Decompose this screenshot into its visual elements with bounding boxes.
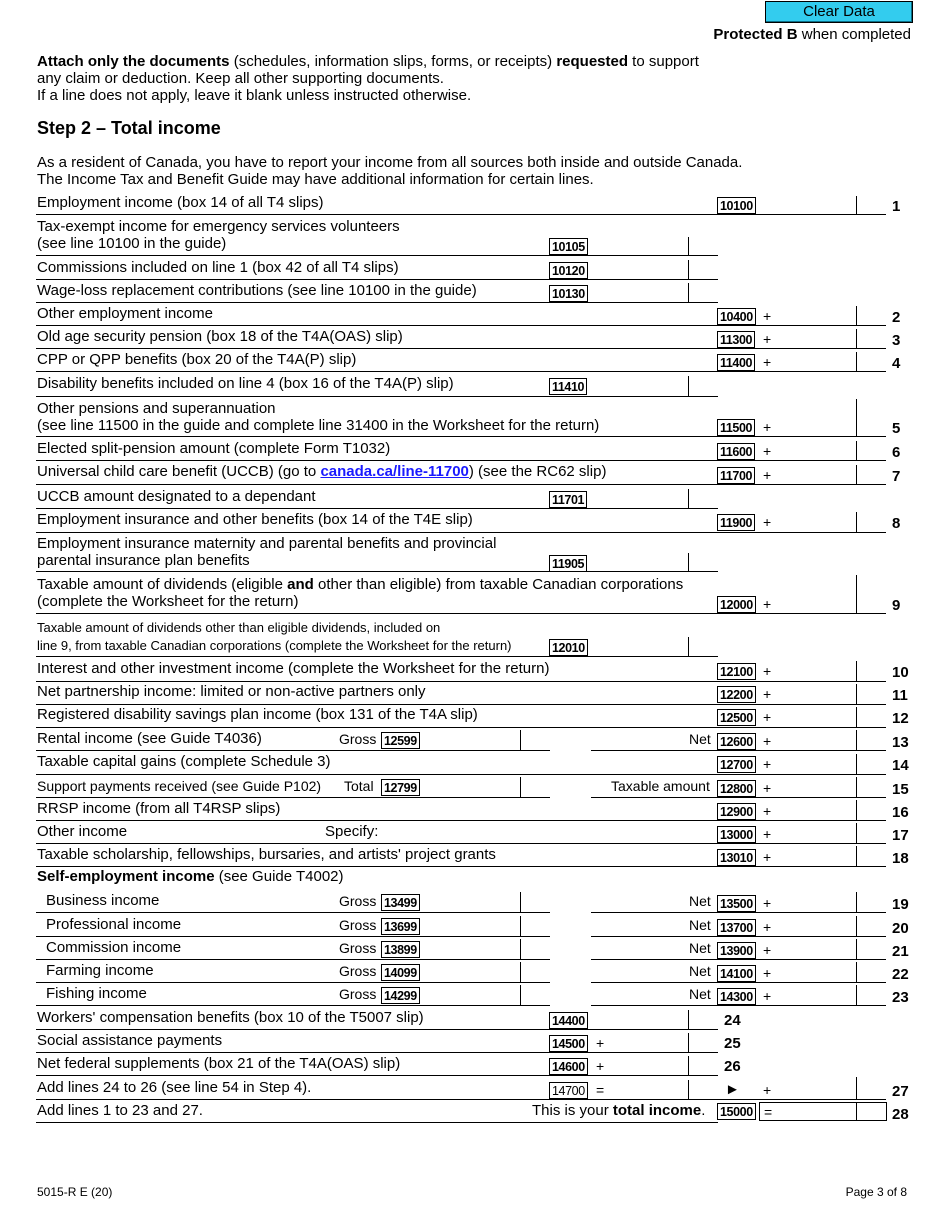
form-id: 5015-R E (20) <box>37 1185 113 1199</box>
line-label: Employment income (box 14 of all T4 slips) <box>37 194 324 211</box>
line-11905-row <box>36 534 886 572</box>
line-number: 1 <box>892 198 901 215</box>
operator: = <box>764 1104 773 1120</box>
operator: + <box>763 780 772 796</box>
operator: + <box>763 849 772 865</box>
line-13700-row <box>36 914 909 937</box>
amount-field-11400[interactable] <box>776 352 854 370</box>
line-code: 12010 <box>549 639 588 656</box>
line-number: 28 <box>892 1106 909 1123</box>
gross-label: Gross <box>339 963 377 979</box>
line-label: Taxable capital gains (complete Schedule 3) <box>37 753 331 770</box>
amount-field-13010[interactable] <box>776 846 854 864</box>
line-number: 27 <box>892 1083 909 1100</box>
resident-line-1: As a resident of Canada, you have to report your income from all sources both inside and outside Canada. <box>37 154 743 171</box>
line-code: 15000 <box>717 1103 756 1120</box>
operator: + <box>763 733 772 749</box>
line-10120-row <box>36 258 886 280</box>
total-income-bold: total income <box>612 1102 702 1119</box>
line-label: Fishing income <box>46 985 147 1002</box>
amount-field-12000[interactable] <box>776 594 854 612</box>
line-number: 23 <box>892 989 909 1006</box>
line-code: 14400 <box>549 1012 588 1029</box>
amount-field-11410[interactable] <box>594 376 684 394</box>
intro-line-2: any claim or deduction. Keep all other supporting documents. <box>37 70 444 87</box>
amount-field-14300[interactable] <box>776 985 854 1003</box>
line-10130-row <box>36 281 886 303</box>
amount-field-13000[interactable] <box>776 823 854 841</box>
line-number: 8 <box>892 515 901 532</box>
line-number: 25 <box>724 1035 741 1052</box>
amount-field-12100[interactable] <box>776 661 854 679</box>
line-label: Old age security pension (box 18 of the T4A(OAS) slip) <box>37 328 403 345</box>
amount-field-14700[interactable] <box>609 1080 685 1098</box>
line-label: Wage-loss replacement contributions (see line 10100 in the guide) <box>37 282 477 299</box>
line-10105-row <box>36 218 886 256</box>
amount-field-12600[interactable] <box>776 730 854 748</box>
amount-field-10100[interactable] <box>763 196 853 214</box>
total-field-12799[interactable] <box>426 778 518 796</box>
line-label: Add lines 1 to 23 and 27. <box>37 1102 203 1119</box>
label-post: ) (see the RC62 slip) <box>468 463 607 480</box>
line-label-1: Taxable amount of dividends other than eligible dividends, included on <box>37 620 441 635</box>
line-12100-row <box>36 659 909 682</box>
specify-label: Specify: <box>325 823 379 840</box>
gross-code: 13699 <box>381 918 420 935</box>
label-post: other than eligible) from taxable Canadian corporations <box>313 576 684 593</box>
gross-label: Gross <box>339 731 377 747</box>
operator: + <box>763 709 772 725</box>
gross-label: Gross <box>339 940 377 956</box>
amount-field-13500[interactable] <box>776 892 854 910</box>
gross-code: 13499 <box>381 894 420 911</box>
operator: + <box>763 331 772 347</box>
total-label: Total <box>344 778 374 794</box>
this-is-text: This is your <box>532 1102 613 1119</box>
line-10100-row <box>36 194 901 216</box>
line-number: 12 <box>892 710 909 727</box>
protected-notice <box>713 26 911 43</box>
line-label-2: (complete the Worksheet for the return) <box>37 593 299 610</box>
line-label: Taxable scholarship, fellowships, bursaries, and artists' project grants <box>37 846 496 863</box>
line-code: 14700 <box>549 1082 588 1099</box>
line-number: 6 <box>892 444 901 461</box>
line-number: 10 <box>892 664 909 681</box>
line-number: 17 <box>892 827 909 844</box>
line-code: 10400 <box>717 308 756 325</box>
gross-label: Gross <box>339 893 377 909</box>
protected-rest: when completed <box>797 26 911 43</box>
amount-field-10120[interactable] <box>594 260 684 278</box>
operator: + <box>763 443 772 459</box>
operator: + <box>763 514 772 530</box>
amount-field-line-27[interactable] <box>776 1079 854 1097</box>
line-code: 12900 <box>717 803 756 820</box>
line-13000-row <box>36 821 909 844</box>
operator: + <box>763 354 772 370</box>
line-11400-row <box>36 350 901 372</box>
line-12000-row <box>36 575 901 614</box>
amount-field-14100[interactable] <box>776 962 854 980</box>
gross-code: 12599 <box>381 732 420 749</box>
line-label-2: parental insurance plan benefits <box>37 552 250 569</box>
line-code: 11300 <box>717 331 755 348</box>
amount-field-11300[interactable] <box>776 329 854 347</box>
amount-field-11600[interactable] <box>776 441 854 459</box>
gross-field-13499[interactable] <box>426 893 518 911</box>
line-code: 11701 <box>549 491 587 508</box>
line-code: 11900 <box>717 514 755 531</box>
intro-bold-2: requested <box>556 53 629 70</box>
net-label: Net <box>689 963 711 979</box>
line-code: 13700 <box>717 919 756 936</box>
line-label: CPP or QPP benefits (box 20 of the T4A(P) slip) <box>37 351 357 368</box>
line-14300-row <box>36 983 909 1006</box>
line-code: 12000 <box>717 596 756 613</box>
amount-field-11700[interactable] <box>776 465 854 483</box>
line-code: 13000 <box>717 826 756 843</box>
gross-field-12599[interactable] <box>426 731 518 749</box>
operator: + <box>763 942 772 958</box>
operator: + <box>763 895 772 911</box>
line-13500-row <box>36 890 909 913</box>
line-code: 14600 <box>549 1058 588 1075</box>
line-label: Other income <box>37 823 128 840</box>
line-label: Net federal supplements (box 21 of the T4A(OAS) slip) <box>37 1055 401 1072</box>
line-code: 11905 <box>549 555 587 572</box>
line-label: Workers' compensation benefits (box 10 of the T5007 slip) <box>37 1009 424 1026</box>
total-income-field[interactable] <box>759 1102 887 1121</box>
amount-field-12900[interactable] <box>776 800 854 818</box>
line-code: 11600 <box>717 443 755 460</box>
amount-field-12010[interactable] <box>594 637 684 655</box>
gross-code: 13899 <box>381 941 420 958</box>
line-10400-row <box>36 304 901 326</box>
line-label-1 <box>37 577 683 593</box>
line-code: 11700 <box>717 467 755 484</box>
total-code: 12799 <box>381 779 420 796</box>
line-code: 13010 <box>717 849 756 866</box>
net-label: Net <box>689 940 711 956</box>
gross-field-14299[interactable] <box>426 986 518 1004</box>
amount-field-11701[interactable] <box>594 489 684 507</box>
line-14600-row <box>36 1053 886 1076</box>
net-label: Net <box>689 893 711 909</box>
line-label-1: Tax-exempt income for emergency services volunteers <box>37 218 400 235</box>
amount-field-14600[interactable] <box>609 1056 685 1074</box>
line-number: 3 <box>892 332 901 349</box>
amount-field-14500[interactable] <box>609 1033 685 1051</box>
operator: + <box>763 756 772 772</box>
line-14500-row <box>36 1030 886 1053</box>
resident-line-2: The Income Tax and Benefit Guide may have additional information for certain lines. <box>37 171 594 188</box>
self-emp-bold: Self-employment income <box>37 868 215 885</box>
operator: + <box>763 988 772 1004</box>
line-number: 7 <box>892 468 901 485</box>
clear-data-button[interactable]: Clear Data <box>765 1 913 23</box>
line-code: 14300 <box>717 988 756 1005</box>
line-label: Social assistance payments <box>37 1032 223 1049</box>
line-label: Net partnership income: limited or non-active partners only <box>37 683 426 700</box>
amount-field-10105[interactable] <box>594 237 684 255</box>
line-number: 26 <box>724 1058 741 1075</box>
gross-label: Gross <box>339 917 377 933</box>
line-code: 12500 <box>717 709 756 726</box>
operator: + <box>763 803 772 819</box>
amount-field-11500[interactable] <box>776 417 854 435</box>
line-code: 12200 <box>717 686 756 703</box>
line-code: 10130 <box>549 285 588 302</box>
line-12010-row <box>36 619 886 657</box>
line-code: 10105 <box>549 238 588 255</box>
line-11701-row <box>36 486 886 509</box>
amount-field-12500[interactable] <box>776 707 854 725</box>
line-label-2: (see line 10100 in the guide) <box>37 235 227 252</box>
operator: + <box>763 919 772 935</box>
line-11300-row <box>36 327 901 349</box>
line-11900-row <box>36 510 901 533</box>
line-12500-row <box>36 705 909 728</box>
line-number: 9 <box>892 597 901 614</box>
gross-field-13699[interactable] <box>426 917 518 935</box>
period: . <box>701 1102 706 1119</box>
line-number: 11 <box>892 687 908 704</box>
line-label: Professional income <box>46 916 182 933</box>
intro-end: to support <box>628 53 699 70</box>
operator: + <box>763 308 772 324</box>
self-employment-heading <box>37 868 344 885</box>
line-15000-row <box>36 1100 909 1123</box>
amount-field-11900[interactable] <box>776 512 854 530</box>
line-label: Employment insurance and other benefits (box 14 of the T4E slip) <box>37 511 473 528</box>
page-title: Step 2 – Total income <box>37 118 221 138</box>
line-code: 10120 <box>549 262 588 279</box>
operator: + <box>763 663 772 679</box>
operator: = <box>596 1082 605 1098</box>
operator: + <box>763 826 772 842</box>
line-12800-row <box>36 775 909 798</box>
line-code: 14100 <box>717 965 756 982</box>
line-code: 12600 <box>717 733 756 750</box>
line-label: UCCB amount designated to a dependant <box>37 488 316 505</box>
line-code: 10100 <box>717 197 756 214</box>
line-11700-row <box>36 462 901 485</box>
line-number: 18 <box>892 850 909 867</box>
line-11410-row <box>36 373 886 397</box>
line-number: 5 <box>892 420 901 437</box>
line-code: 12700 <box>717 756 756 773</box>
canada-line-11700-link[interactable]: canada.ca/line-11700 <box>320 463 469 480</box>
line-12700-row <box>36 752 909 775</box>
line-number: 14 <box>892 757 909 774</box>
intro-text <box>37 53 797 104</box>
line-label <box>37 464 606 480</box>
line-label: Farming income <box>46 962 154 979</box>
line-label-1: Employment insurance maternity and parental benefits and provincial <box>37 535 497 552</box>
self-emp-rest: (see Guide T4002) <box>214 868 344 885</box>
line-label: Commissions included on line 1 (box 42 of all T4 slips) <box>37 259 399 276</box>
line-11600-row <box>36 438 901 461</box>
line-code: 13500 <box>717 895 756 912</box>
line-12900-row <box>36 798 909 821</box>
line-code: 14500 <box>549 1035 588 1052</box>
line-13010-row <box>36 844 909 867</box>
operator: + <box>763 596 772 612</box>
line-number: 22 <box>892 966 909 983</box>
intro-bold-1: Attach only the documents <box>37 53 230 70</box>
line-code: 11500 <box>717 419 755 436</box>
line-number: 16 <box>892 804 909 821</box>
line-number: 2 <box>892 309 901 326</box>
operator: + <box>596 1035 605 1051</box>
line-number: 15 <box>892 781 909 798</box>
protected-label: Protected B <box>713 26 798 43</box>
amount-field-10400[interactable] <box>776 306 854 324</box>
line-label: Business income <box>46 892 160 909</box>
line-11500-row <box>36 399 901 437</box>
line-code: 13900 <box>717 942 756 959</box>
gross-field-13899[interactable] <box>426 940 518 958</box>
taxable-amount-label: Taxable amount <box>611 778 710 794</box>
line-code: 11410 <box>549 378 587 395</box>
line-label: RRSP income (from all T4RSP slips) <box>37 800 281 817</box>
line-label: Disability benefits included on line 4 (box 16 of the T4A(P) slip) <box>37 375 454 392</box>
label-pre: Taxable amount of dividends (eligible <box>37 576 288 593</box>
line-label: Other employment income <box>37 305 213 322</box>
operator: + <box>763 419 772 435</box>
line-label-2: line 9, from taxable Canadian corporations (complete the Worksheet for the return) <box>37 638 512 653</box>
operator: + <box>763 686 772 702</box>
line-number: 4 <box>892 355 901 372</box>
line-label-1: Other pensions and superannuation <box>37 400 276 417</box>
net-label: Net <box>689 917 711 933</box>
operator: + <box>596 1058 605 1074</box>
line-code: 12800 <box>717 780 756 797</box>
line-number: 20 <box>892 920 909 937</box>
line-14700-row <box>36 1077 909 1100</box>
gross-code: 14099 <box>381 964 420 981</box>
line-label: Interest and other investment income (complete the Worksheet for the return) <box>37 660 550 677</box>
line-number: 21 <box>892 943 909 960</box>
label-bold: and <box>287 576 314 593</box>
line-code: 11400 <box>717 354 755 371</box>
intro-line-3: If a line does not apply, leave it blank unless instructed otherwise. <box>37 87 472 104</box>
gross-field-14099[interactable] <box>426 963 518 981</box>
line-label-2: (see line 11500 in the guide and complete line 31400 in the Worksheet for the return) <box>37 417 600 434</box>
line-number: 13 <box>892 734 909 751</box>
amount-field-12800[interactable] <box>776 777 854 795</box>
line-number: 24 <box>724 1012 741 1029</box>
amount-field-12200[interactable] <box>776 684 854 702</box>
line-label: Rental income (see Guide T4036) <box>37 730 262 747</box>
operator-2: + <box>763 1082 772 1098</box>
amount-field-13700[interactable] <box>776 916 854 934</box>
line-12200-row <box>36 682 908 705</box>
amount-field-13900[interactable] <box>776 939 854 957</box>
gross-code: 14299 <box>381 987 420 1004</box>
line-13900-row <box>36 937 909 960</box>
gross-label: Gross <box>339 986 377 1002</box>
page-number: Page 3 of 8 <box>845 1185 907 1199</box>
line-number: 19 <box>892 896 909 913</box>
line-label: Commission income <box>46 939 182 956</box>
line-label: Elected split-pension amount (complete Form T1032) <box>37 440 391 457</box>
amount-field-14400[interactable] <box>594 1010 684 1028</box>
line-label: Add lines 24 to 26 (see line 54 in Step 4). <box>37 1079 312 1096</box>
amount-field-10130[interactable] <box>594 283 684 301</box>
amount-field-12700[interactable] <box>776 754 854 772</box>
line-14400-row <box>36 1007 886 1030</box>
specify-input[interactable] <box>386 823 706 841</box>
line-12600-row <box>36 728 909 751</box>
intro-mid: (schedules, information slips, forms, or receipts) <box>229 53 557 70</box>
total-income-text <box>532 1103 705 1119</box>
line-label: Support payments received (see Guide P102) <box>37 778 322 794</box>
line-14100-row <box>36 960 909 983</box>
operator: + <box>763 965 772 981</box>
line-label: Registered disability savings plan income (box 131 of the T4A slip) <box>37 706 478 723</box>
arrow-icon: ► <box>725 1081 740 1098</box>
net-label: Net <box>689 986 711 1002</box>
resident-text <box>37 154 837 188</box>
net-label: Net <box>689 731 711 747</box>
amount-field-11905[interactable] <box>594 553 684 571</box>
line-code: 12100 <box>717 663 756 680</box>
operator: + <box>763 467 772 483</box>
label-pre: Universal child care benefit (UCCB) (go to <box>37 463 321 480</box>
